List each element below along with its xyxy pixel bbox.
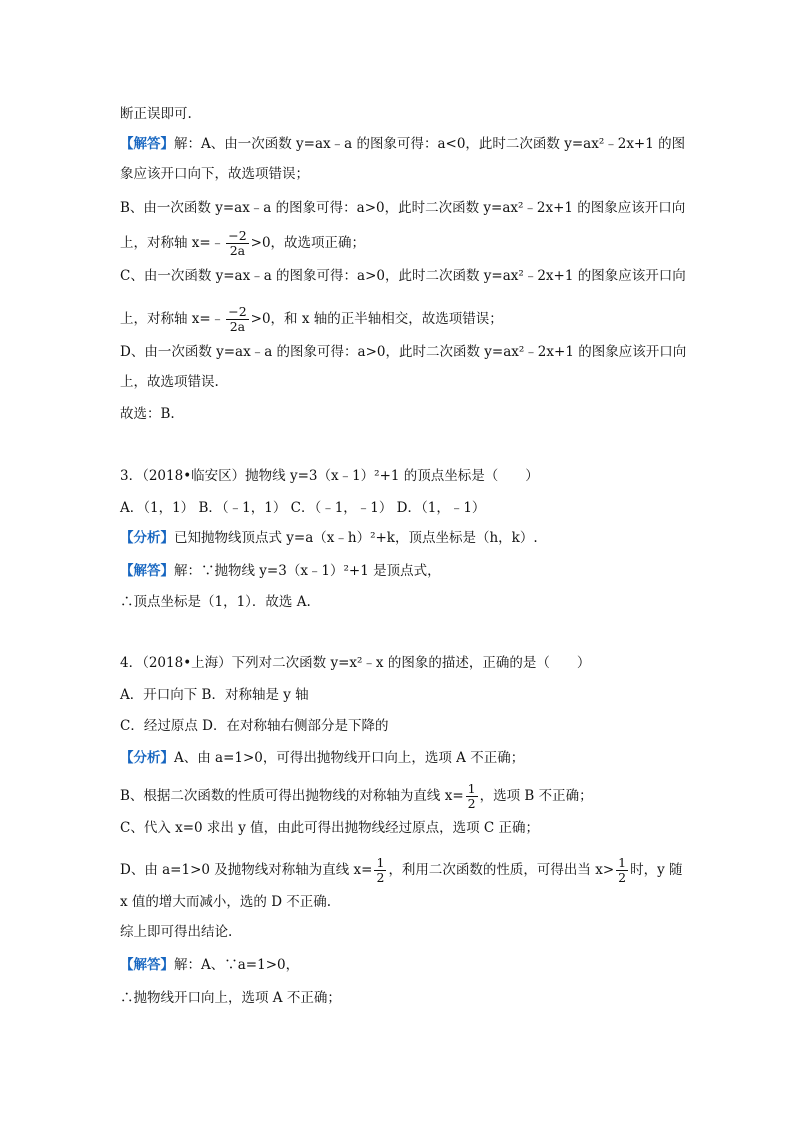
analysis-line	[120, 748, 524, 768]
analysis-tag: 【分析】	[120, 530, 174, 546]
fraction-numerator: −2	[228, 304, 247, 319]
text-fragment: 时，y 随	[630, 862, 683, 878]
fraction	[374, 856, 386, 885]
solution-line	[120, 134, 685, 154]
text-line: 解：∵抛物线 y=3（x﹣1）²+1 是顶点式，	[174, 563, 441, 579]
fraction-denominator: 2	[376, 870, 385, 885]
text-line: ∴顶点坐标是（1，1）．故选 A.	[120, 594, 311, 610]
question-4-options: C．经过原点 D．在对称轴右侧部分是下降的	[120, 718, 389, 734]
text-line: ∴抛物线开口向上，选项 A 不正确；	[120, 990, 341, 1006]
answer-tag: 【解答】	[120, 136, 174, 152]
formula-line	[120, 229, 365, 258]
text-fragment: ，利用二次函数的性质，可得出当 x>	[388, 862, 615, 878]
fraction-numerator: 1	[467, 781, 476, 796]
text-line: 断正误即可.	[120, 106, 192, 122]
text-line: 上，故选项错误.	[120, 374, 219, 390]
text-fragment: D、由 a=1>0 及抛物线对称轴为直线 x=	[120, 862, 373, 878]
analysis-tag: 【分析】	[120, 750, 174, 766]
fraction-numerator: 1	[618, 855, 627, 870]
fraction-numerator: −2	[228, 228, 247, 243]
text-fragment: 上，对称轴 x=﹣	[120, 235, 225, 251]
text-line: 故选：B.	[120, 406, 175, 422]
formula-line	[120, 856, 683, 885]
fraction	[226, 305, 248, 334]
answer-tag: 【解答】	[120, 957, 174, 973]
fraction-numerator: 1	[376, 855, 385, 870]
text-fragment: >0，和 x 轴的正半轴相交，故选项错误；	[250, 311, 503, 327]
answer-tag: 【解答】	[120, 563, 174, 579]
analysis-line	[120, 528, 538, 548]
text-line: D、由一次函数 y=ax﹣a 的图象可得：a>0，此时二次函数 y=ax²﹣2x+1 的图象应该开口向	[120, 344, 687, 360]
text-line: C、由一次函数 y=ax﹣a 的图象可得：a>0，此时二次函数 y=ax²﹣2x+1 的图象应该开口向	[120, 268, 686, 284]
text-fragment: ，选项 B 不正确；	[479, 788, 593, 804]
text-line: 已知抛物线顶点式 y=a（x﹣h）²+k，顶点坐标是（h，k）.	[174, 530, 538, 546]
text-fragment: B、根据二次函数的性质可得出抛物线的对称轴为直线 x=	[120, 788, 464, 804]
text-line: C、代入 x=0 求出 y 值，由此可得出抛物线经过原点，选项 C 正确；	[120, 820, 540, 836]
text-line: 象应该开口向下，故选项错误；	[120, 166, 309, 182]
text-line: x 值的增大而减小，选的 D 不正确.	[120, 894, 332, 910]
solution-line	[120, 561, 441, 581]
text-line: 综上即可得出结论.	[120, 924, 233, 940]
fraction-denominator: 2	[618, 870, 627, 885]
question-3-title: 3．（2018•临安区）抛物线 y=3（x﹣1）²+1 的顶点坐标是（ ）	[120, 468, 539, 484]
formula-line	[120, 305, 503, 334]
solution-line	[120, 955, 299, 975]
text-line: 解：A、由一次函数 y=ax﹣a 的图象可得：a<0，此时二次函数 y=ax²﹣2x+1 的图	[174, 136, 686, 152]
formula-line	[120, 782, 593, 811]
fraction-denominator: 2	[467, 796, 476, 811]
fraction	[466, 782, 478, 811]
question-4-options: A．开口向下 B．对称轴是 y 轴	[120, 687, 309, 703]
question-3-options: A．（1，1） B．（﹣1，1） C．（﹣1，﹣1） D．（1，﹣1）	[120, 500, 486, 516]
question-4-title: 4．（2018•上海）下列对二次函数 y=x²﹣x 的图象的描述，正确的是（ ）	[120, 655, 591, 671]
fraction-denominator: 2a	[229, 319, 246, 334]
text-fragment: 上，对称轴 x=﹣	[120, 311, 225, 327]
fraction	[616, 856, 628, 885]
text-line: 解：A、∵a=1>0，	[174, 957, 300, 973]
text-line: A、由 a=1>0，可得出抛物线开口向上，选项 A 不正确；	[174, 750, 525, 766]
fraction-denominator: 2a	[229, 243, 246, 258]
text-line: B、由一次函数 y=ax﹣a 的图象可得：a>0，此时二次函数 y=ax²﹣2x+1 的图象应该开口向	[120, 200, 686, 216]
fraction	[226, 229, 248, 258]
text-fragment: >0，故选项正确；	[250, 235, 366, 251]
